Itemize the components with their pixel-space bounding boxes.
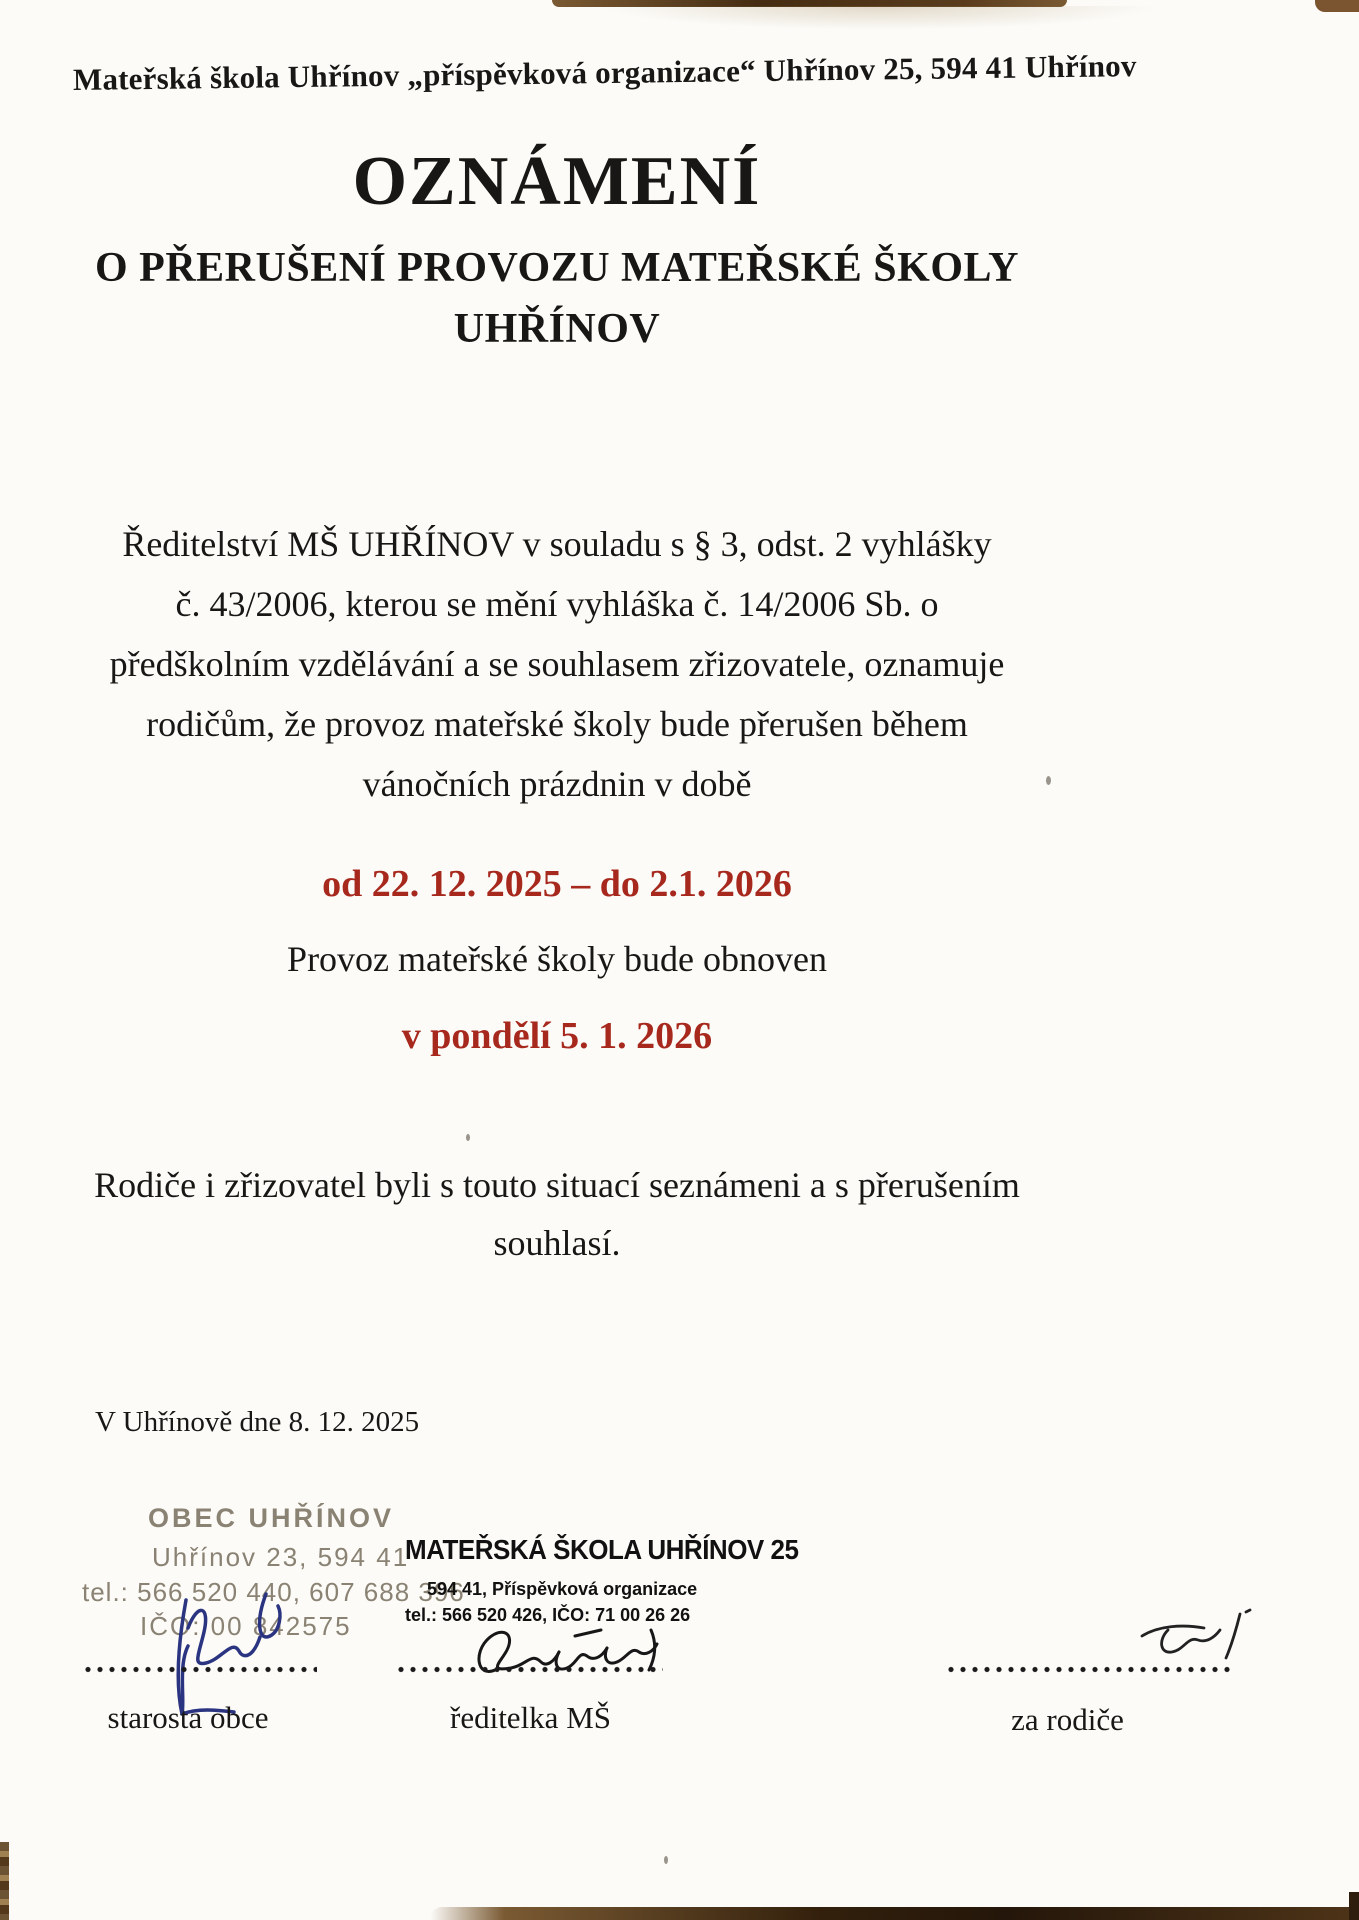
scan-artifact-bottom-edge [430,1907,1359,1920]
signature-label-parents: za rodiče [1011,1702,1124,1737]
scan-speck [664,1856,668,1864]
agreement-paragraph [0,1156,1114,1272]
signature-dotted-line-middle [398,1666,663,1673]
document-subtitle-line1: O PŘERUŠENÍ PROVOZU MATEŘSKÉ ŠKOLY [95,245,1019,291]
body-line: rodičům, že provoz mateřské školy bude přerušen během [146,704,968,744]
document-title: OZNÁMENÍ [352,143,762,220]
scan-speck [466,1134,470,1141]
scan-artifact-bottom-left-edge [0,1842,9,1920]
reopen-sentence: Provoz mateřské školy bude obnoven [287,939,827,979]
kindergarten-stamp-address: 594 41, Příspěvková organizace [427,1579,698,1599]
principal-signature [455,1622,690,1682]
scan-artifact-top-shadow [600,6,1160,30]
signature-label-principal: ředitelka MŠ [450,1700,611,1735]
municipality-stamp-ico: IČO: 00 842575 [140,1611,352,1641]
agreement-line: souhlasí. [493,1223,621,1263]
closure-period-dates: od 22. 12. 2025 – do 2.1. 2026 [322,863,792,905]
reopen-date: v pondělí 5. 1. 2026 [401,1015,713,1057]
document-subtitle-line2: UHŘÍNOV [453,306,661,352]
scan-artifact-top-right-corner [1315,0,1359,12]
body-line: č. 43/2006, kterou se mění vyhláška č. 14/2006 Sb. o [175,584,939,624]
body-line: předškolním vzdělávání a se souhlasem zřizovatele, oznamuje [109,644,1005,684]
municipality-stamp-name: OBEC UHŘÍNOV [148,1503,395,1533]
signature-dotted-line-left [85,1666,317,1673]
body-line: Ředitelství MŠ UHŘÍNOV v souladu s § 3, odst. 2 vyhlášky [122,524,992,564]
signature-label-mayor: starosta obce [107,1700,269,1735]
letterhead-line: Mateřská škola Uhřínov „příspěvková organizace“ Uhřínov 25, 594 41 Uhřínov [72,48,1137,97]
municipality-stamp-phone: tel.: 566 520 440, 607 688 396 [82,1577,465,1607]
mayor-signature [128,1588,353,1718]
notice-body-paragraph [0,514,1114,814]
kindergarten-stamp-name: MATEŘSKÁ ŠKOLA UHŘÍNOV 25 [405,1533,799,1566]
parents-signature [1128,1608,1263,1674]
scan-artifact-bottom-right-corner [1349,1892,1359,1920]
signature-dotted-line-right [948,1666,1235,1673]
agreement-line: Rodiče i zřizovatel byli s touto situací seznámeni a s přerušením [94,1165,1020,1205]
municipality-stamp-address: Uhřínov 23, 594 41 [152,1542,410,1572]
body-line: vánočních prázdnin v době [362,764,752,804]
kindergarten-stamp-phone-ico: tel.: 566 520 426, IČO: 71 00 26 26 [405,1605,691,1625]
place-and-date-line: V Uhřínově dne 8. 12. 2025 [95,1406,420,1438]
